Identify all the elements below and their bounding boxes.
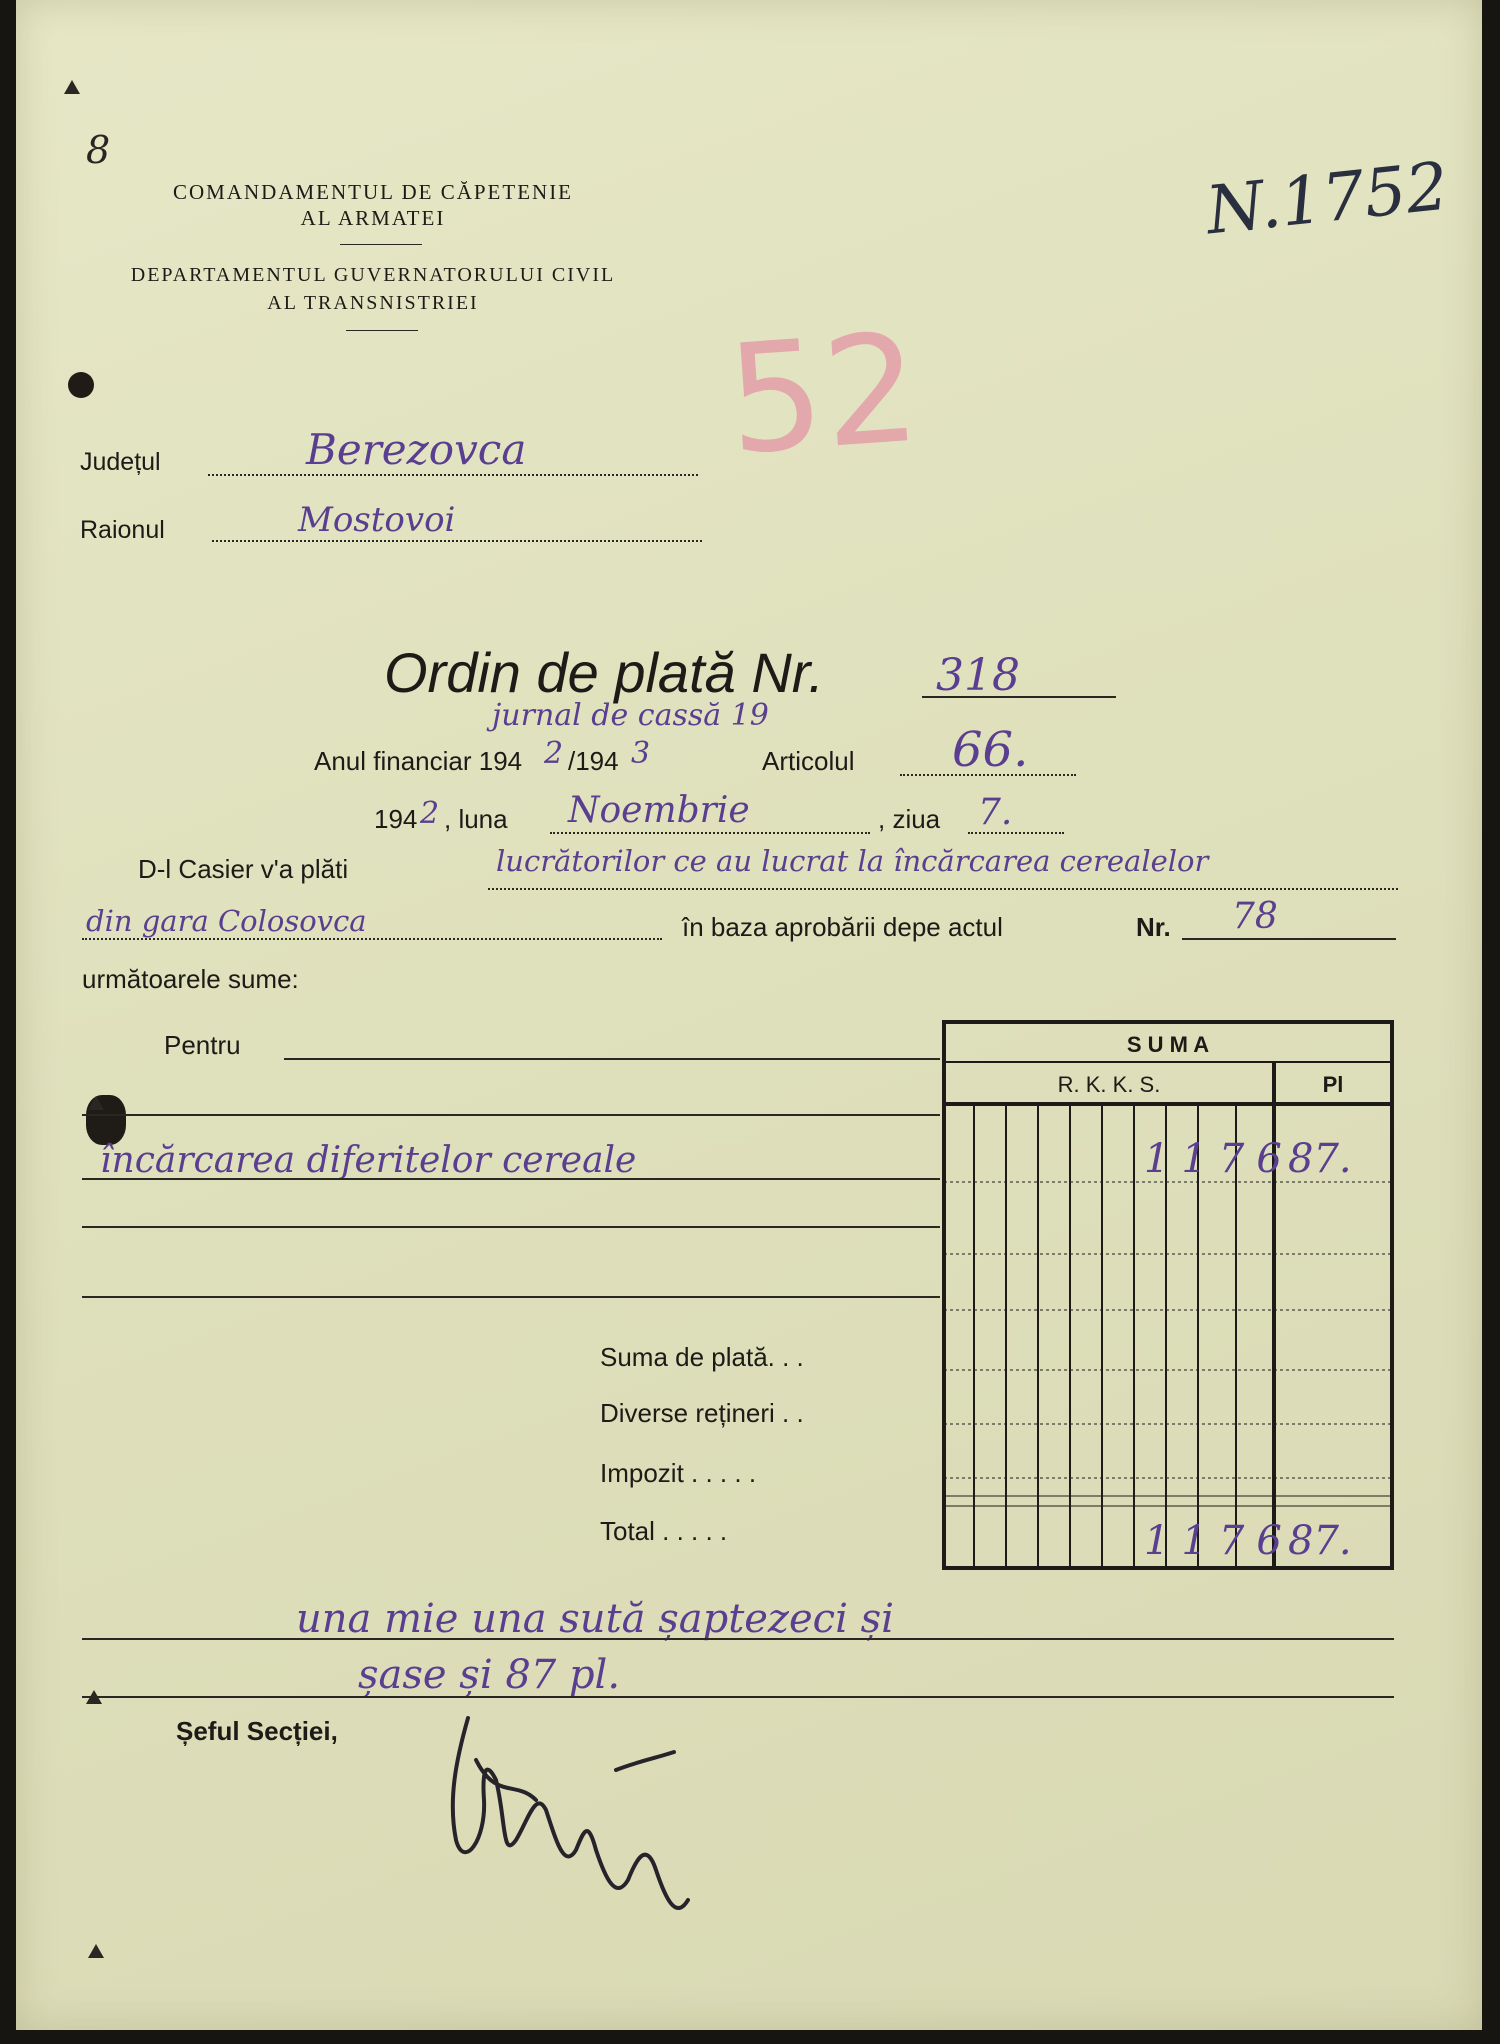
total-label: Total . . . . . bbox=[600, 1516, 728, 1546]
amount-words-line-1: una mie una sută șaptezeci și bbox=[296, 1596, 894, 1642]
header-line-4: AL TRANSNISTRIEI bbox=[267, 292, 479, 314]
total-amount: 1176 bbox=[1144, 1518, 1294, 1564]
judet-label: Județul bbox=[80, 448, 161, 476]
payee-line-1: lucrătorilor ce au lucrat la încărcarea cerealelor bbox=[496, 844, 1209, 878]
financial-year-start: 2 bbox=[544, 736, 564, 771]
signature-label: Șeful Secției, bbox=[176, 1716, 338, 1746]
journal-note: jurnal de cassă 19 bbox=[492, 698, 769, 733]
header-line-3: DEPARTAMENTUL GUVERNATORULUI CIVIL bbox=[130, 264, 616, 286]
rkks-header: R. K. K. S. bbox=[1057, 1072, 1161, 1097]
signature-scribble bbox=[16, 0, 1482, 2030]
financial-year-end: 3 bbox=[631, 736, 651, 771]
financial-year-sep: /194 bbox=[568, 746, 619, 776]
date-year-prefix: 194 bbox=[374, 804, 418, 834]
item-description: încărcarea diferitelor cereale bbox=[100, 1140, 637, 1181]
pentru-label: Pentru bbox=[164, 1030, 241, 1060]
ziua-label: , ziua bbox=[878, 804, 941, 834]
financial-year-label: Anul financiar 194 bbox=[314, 746, 523, 776]
luna-value: Noembrie bbox=[568, 790, 750, 831]
amount-words-line-2: șase și 87 pl. bbox=[358, 1652, 621, 1698]
page-title: Ordin de plată Nr. bbox=[384, 641, 824, 704]
ziua-value: 7. bbox=[978, 792, 1013, 833]
articol-value: 66. bbox=[952, 722, 1029, 778]
suma-header: S U M A bbox=[1126, 1032, 1210, 1057]
act-nr-label: Nr. bbox=[1136, 912, 1171, 942]
raion-value: Mostovoi bbox=[298, 500, 456, 540]
aprobare-label: în baza aprobării depe actul bbox=[682, 912, 1003, 942]
total-pl: 87. bbox=[1288, 1518, 1352, 1564]
stamp-number: 52 bbox=[722, 301, 925, 489]
header-line-1: COMANDAMENTUL DE CĂPETENIE bbox=[172, 180, 574, 204]
item-pl: 87. bbox=[1288, 1136, 1352, 1182]
diverse-retineri-label: Diverse rețineri . . bbox=[600, 1398, 804, 1428]
corner-note: 8 bbox=[86, 128, 111, 172]
order-number: 318 bbox=[936, 650, 1020, 701]
item-amount: 1176 bbox=[1144, 1136, 1294, 1182]
act-number: 78 bbox=[1232, 896, 1278, 937]
date-year-digit: 2 bbox=[420, 796, 440, 831]
urmatoarele-label: următoarele sume: bbox=[82, 964, 299, 994]
raion-label: Raionul bbox=[80, 516, 165, 544]
casier-label: D-l Casier v'a plăti bbox=[138, 854, 349, 884]
judet-value: Berezovca bbox=[306, 425, 527, 474]
pl-header: Pl bbox=[1322, 1072, 1344, 1097]
payee-line-2: din gara Colosovca bbox=[86, 904, 367, 938]
header-line-2: AL ARMATEI bbox=[300, 206, 446, 230]
document-page bbox=[16, 0, 1482, 2030]
luna-label: , luna bbox=[444, 804, 508, 834]
impozit-label: Impozit . . . . . bbox=[600, 1458, 757, 1488]
articol-label: Articolul bbox=[762, 746, 855, 776]
document-number: N.1752 bbox=[1202, 147, 1452, 250]
suma-de-plata-label: Suma de plată. . . bbox=[600, 1342, 804, 1372]
